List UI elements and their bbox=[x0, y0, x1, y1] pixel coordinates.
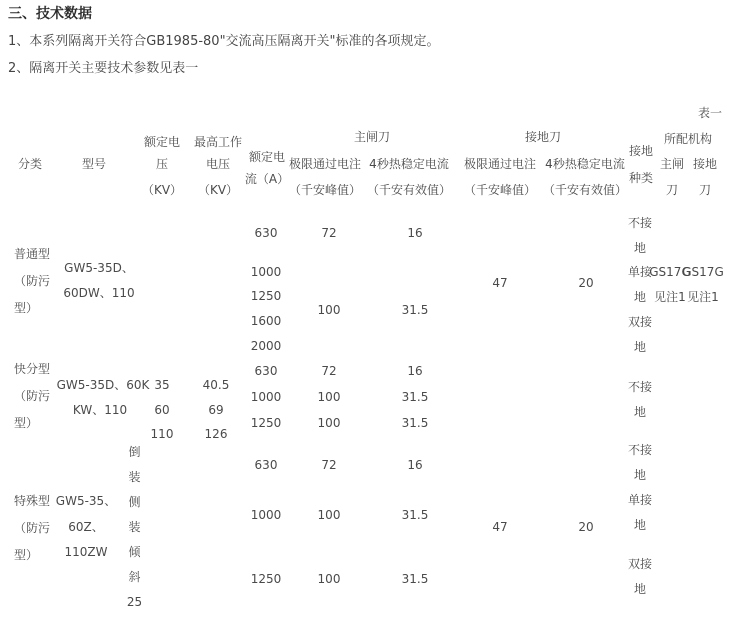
cell-rated-voltage: 110 bbox=[150, 427, 174, 441]
cell-main-thermal: 16 bbox=[407, 364, 423, 378]
col-header-ground-thermal-l2: （千安有效值） bbox=[542, 183, 628, 197]
cell-rated-current: 1600 bbox=[250, 314, 282, 328]
cell-ground-type: 不接地 bbox=[627, 380, 652, 419]
cell-mech-ground-line: 见注1 bbox=[687, 290, 719, 304]
col-header-max-voltage-l1: 最高工作 bbox=[193, 135, 243, 149]
cell-rated-current: 1000 bbox=[250, 508, 282, 522]
cell-category: 特殊型（防污型） bbox=[14, 494, 51, 562]
cell-ground-limit: 47 bbox=[492, 276, 508, 290]
cell-ground-thermal: 20 bbox=[578, 276, 594, 290]
col-header-main-thermal-l1: 4秒热稳定电流 bbox=[369, 157, 449, 171]
col-header-ground-limit-l2: （千安峰值） bbox=[463, 183, 537, 197]
col-header-mech-main-l2: 刀 bbox=[665, 183, 679, 197]
cell-main-thermal: 31.5 bbox=[401, 508, 429, 522]
cell-main-thermal: 31.5 bbox=[401, 390, 429, 404]
cell-main-limit: 100 bbox=[317, 508, 341, 522]
cell-main-limit: 72 bbox=[321, 458, 337, 472]
cell-main-thermal: 31.5 bbox=[401, 303, 429, 317]
col-header-rated-current-l2: 流（A） bbox=[244, 172, 290, 186]
cell-main-thermal: 16 bbox=[407, 458, 423, 472]
cell-ground-type: 双接地 bbox=[627, 557, 652, 596]
col-header-max-voltage-l3: （KV） bbox=[197, 183, 239, 197]
cell-main-limit: 100 bbox=[317, 572, 341, 586]
cell-model-line: KW、110 bbox=[72, 403, 128, 417]
cell-rated-current: 630 bbox=[254, 458, 278, 472]
cell-ground-type: 不接地 bbox=[627, 443, 652, 482]
cell-ground-limit: 47 bbox=[492, 520, 508, 534]
cell-main-limit: 100 bbox=[317, 390, 341, 404]
col-header-main-limit-l2: （千安峰值） bbox=[288, 183, 362, 197]
cell-max-voltage: 40.5 bbox=[202, 378, 230, 392]
cell-category: 普通型（防污型） bbox=[14, 247, 51, 315]
section-title: 三、技术数据 bbox=[8, 6, 92, 22]
cell-rated-current: 1250 bbox=[250, 572, 282, 586]
cell-ground-type: 不接地 bbox=[627, 216, 652, 255]
cell-main-limit: 72 bbox=[321, 226, 337, 240]
col-header-max-voltage-l2: 电压 bbox=[205, 157, 231, 171]
col-header-main-thermal-l2: （千安有效值） bbox=[366, 183, 452, 197]
cell-max-voltage: 69 bbox=[208, 403, 224, 417]
col-header-model: 型号 bbox=[81, 157, 107, 171]
cell-main-thermal: 16 bbox=[407, 226, 423, 240]
cell-model-line: 60DW、110 bbox=[63, 286, 135, 300]
cell-ground-type: 单接地 bbox=[627, 493, 652, 532]
cell-main-limit: 72 bbox=[321, 364, 337, 378]
cell-ground-type: 双接地 bbox=[627, 315, 652, 354]
col-header-rated-voltage-l2: 压 bbox=[155, 157, 169, 171]
col-header-ground-thermal-l1: 4秒热稳定电流 bbox=[545, 157, 625, 171]
paragraph-see-table: 2、隔离开关主要技术参数见表一 bbox=[8, 61, 199, 76]
cell-mech-main-line: 见注1 bbox=[654, 290, 686, 304]
cell-rated-current: 1000 bbox=[250, 265, 282, 279]
cell-model-line: GW5-35D、60K bbox=[56, 378, 150, 392]
cell-rated-current: 1250 bbox=[250, 416, 282, 430]
col-header-mech-ground-l1: 接地 bbox=[692, 157, 718, 171]
cell-mech-ground-line: GS17G bbox=[682, 265, 724, 279]
cell-model-line: 60Z、 bbox=[68, 520, 104, 534]
cell-ground-thermal: 20 bbox=[578, 520, 594, 534]
col-header-ground-type-l1: 接地 bbox=[628, 144, 654, 158]
cell-rated-current: 630 bbox=[254, 226, 278, 240]
col-header-rated-voltage-l1: 额定电 bbox=[143, 135, 181, 149]
cell-mount-type: 倒装侧装倾斜25 bbox=[126, 445, 143, 609]
group-header-mechanism: 所配机构 bbox=[663, 132, 713, 146]
col-header-ground-type-l2: 种类 bbox=[628, 171, 654, 185]
cell-rated-current: 1250 bbox=[250, 289, 282, 303]
col-header-rated-voltage-l3: （KV） bbox=[141, 183, 183, 197]
col-header-mech-ground-l2: 刀 bbox=[698, 183, 712, 197]
cell-rated-voltage: 35 bbox=[154, 378, 170, 392]
cell-category: 快分型（防污型） bbox=[14, 362, 51, 430]
cell-main-limit: 100 bbox=[317, 416, 341, 430]
cell-model-line: GW5-35、 bbox=[55, 494, 117, 508]
cell-rated-current: 2000 bbox=[250, 339, 282, 353]
cell-model-line: 110ZW bbox=[64, 545, 108, 559]
col-header-category: 分类 bbox=[17, 157, 43, 171]
table-caption: 表一 bbox=[697, 106, 723, 120]
col-header-mech-main-l1: 主闸 bbox=[659, 157, 685, 171]
cell-main-thermal: 31.5 bbox=[401, 572, 429, 586]
cell-rated-voltage: 60 bbox=[154, 403, 170, 417]
cell-rated-current: 630 bbox=[254, 364, 278, 378]
cell-main-thermal: 31.5 bbox=[401, 416, 429, 430]
cell-max-voltage: 126 bbox=[204, 427, 228, 441]
col-header-main-limit-l1: 极限通过电注 bbox=[288, 157, 362, 171]
cell-rated-current: 1000 bbox=[250, 390, 282, 404]
cell-ground-type: 单接地 bbox=[627, 265, 652, 304]
cell-model-line: GW5-35D、 bbox=[64, 261, 134, 275]
cell-mech-main-line: GS17G bbox=[649, 265, 691, 279]
group-header-ground-blade: 接地刀 bbox=[524, 130, 562, 144]
col-header-ground-limit-l1: 极限通过电注 bbox=[463, 157, 537, 171]
group-header-main-blade: 主闸刀 bbox=[353, 130, 391, 144]
col-header-rated-current-l1: 额定电 bbox=[248, 150, 286, 164]
paragraph-standard: 1、本系列隔离开关符合GB1985-80"交流高压隔离开关"标准的各项规定。 bbox=[8, 34, 440, 49]
cell-main-limit: 100 bbox=[317, 303, 341, 317]
